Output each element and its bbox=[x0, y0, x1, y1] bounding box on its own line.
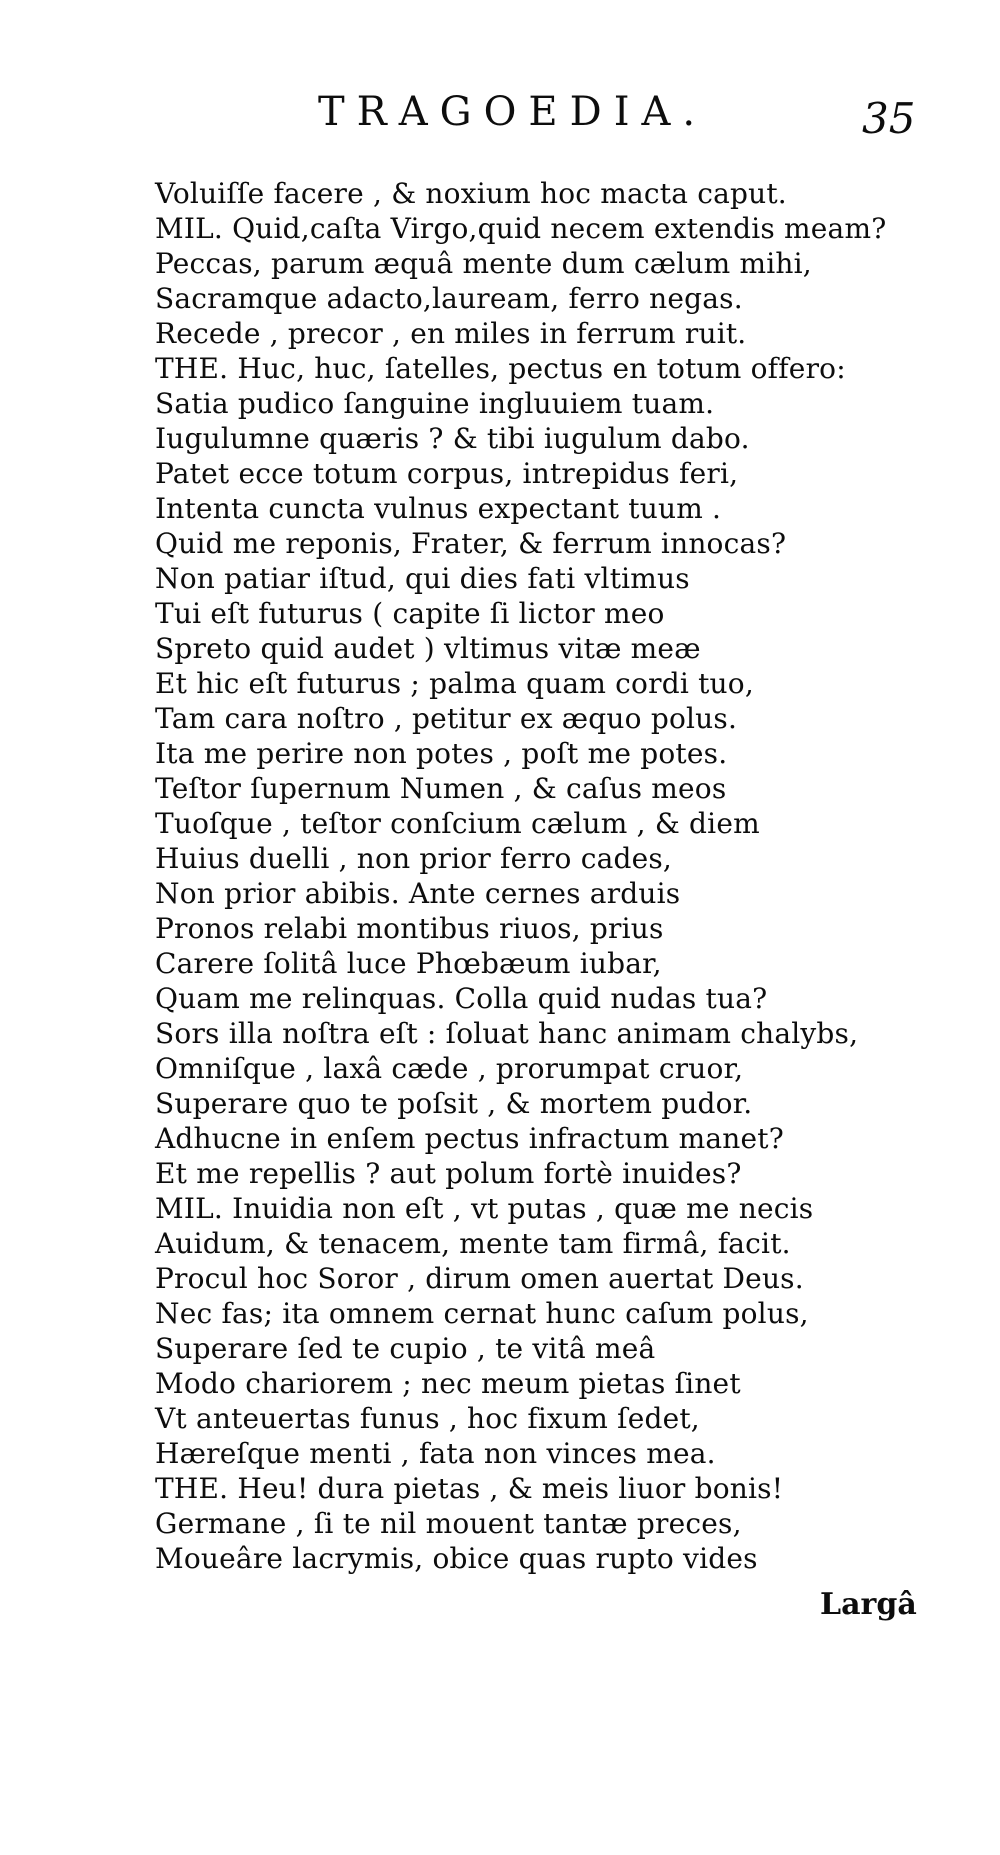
verse-line: THE. Heu! dura pietas , & meis liuor bonis! bbox=[155, 1472, 784, 1505]
verse-line: Non prior abibis. Ante cernes arduis bbox=[155, 877, 681, 910]
verse-line: Patet ecce totum corpus, intrepidus feri, bbox=[155, 457, 739, 490]
verse-line: MIL. Quid,caſta Virgo,quid necem extendis meam? bbox=[155, 212, 887, 245]
verse-line: Omniſque , laxâ cæde , prorumpat cruor, bbox=[155, 1052, 744, 1085]
verse-line: Hæreſque menti , fata non vinces mea. bbox=[155, 1437, 716, 1470]
verse-line: Peccas, parum æquâ mente dum cælum mihi, bbox=[155, 247, 812, 280]
verse-line: Adhucne in enſem pectus infractum manet? bbox=[155, 1122, 784, 1155]
verse-line: Carere ſolitâ luce Phœbæum iubar, bbox=[155, 947, 662, 980]
verse-line: Pronos relabi montibus riuos, prius bbox=[155, 912, 664, 945]
verse-line: Huius duelli , non prior ferro cades, bbox=[155, 842, 673, 875]
catchword: Largâ bbox=[820, 1587, 917, 1622]
verse-line: Superare quo te poſsit , & mortem pudor. bbox=[155, 1087, 753, 1120]
verse-line: Auidum, & tenacem, mente tam firmâ, facit. bbox=[155, 1227, 791, 1260]
verse-line: Voluiſſe facere , & noxium hoc macta caput. bbox=[155, 177, 787, 210]
running-head: TRAGOEDIA. bbox=[318, 89, 708, 135]
verse-line: THE. Huc, huc, ſatelles, pectus en totum offero: bbox=[155, 352, 846, 385]
verse-line: Tam cara noſtro , petitur ex æquo polus. bbox=[155, 702, 738, 735]
verse-line: Et hic eſt futurus ; palma quam cordi tuo, bbox=[155, 667, 754, 700]
verse-line: Procul hoc Soror , dirum omen auertat Deus. bbox=[155, 1262, 804, 1295]
verse-line: Quam me relinquas. Colla quid nudas tua? bbox=[155, 982, 768, 1015]
verse-line: Germane , ſi te nil mouent tantæ preces, bbox=[155, 1507, 742, 1540]
verse-line: Nec fas; ita omnem cernat hunc caſum polus, bbox=[155, 1297, 809, 1330]
verse-line: Intenta cuncta vulnus expectant tuum . bbox=[155, 492, 722, 525]
verse-line: Sors illa noſtra eſt : ſoluat hanc animam chalybs, bbox=[155, 1017, 859, 1050]
verse-line: Superare ſed te cupio , te vitâ meâ bbox=[155, 1332, 656, 1365]
verse-line: Modo chariorem ; nec meum pietas ſinet bbox=[155, 1367, 741, 1400]
verse-line: Tui eſt futurus ( capite ſi lictor meo bbox=[155, 597, 665, 630]
verse-line: Vt anteuertas funus , hoc fixum ſedet, bbox=[155, 1402, 700, 1435]
verse-line: Non patiar iſtud, qui dies fati vltimus bbox=[155, 562, 690, 595]
verse-line: Quid me reponis, Frater, & ferrum innocas? bbox=[155, 527, 787, 560]
verse-text-block bbox=[155, 176, 935, 1576]
verse-line: MIL. Inuidia non eſt , vt putas , quæ me necis bbox=[155, 1192, 814, 1225]
verse-line: Spreto quid audet ) vltimus vitæ meæ bbox=[155, 632, 701, 665]
verse-line: Ita me perire non potes , poſt me potes. bbox=[155, 737, 728, 770]
verse-line: Satia pudico ſanguine ingluuiem tuam. bbox=[155, 387, 715, 420]
page-number: 35 bbox=[862, 94, 916, 143]
verse-line: Et me repellis ? aut polum fortè inuides? bbox=[155, 1157, 742, 1190]
verse-line: Iugulumne quæris ? & tibi iugulum dabo. bbox=[155, 422, 750, 455]
verse-line: Tuoſque , teſtor conſcium cælum , & diem bbox=[155, 807, 760, 840]
verse-line: Teſtor ſupernum Numen , & caſus meos bbox=[155, 772, 727, 805]
verse-line: Recede , precor , en miles in ferrum ruit. bbox=[155, 317, 747, 350]
verse-line: Moueâre lacrymis, obice quas rupto vides bbox=[155, 1542, 758, 1575]
verse-line: Sacramque adacto,lauream, ferro negas. bbox=[155, 282, 743, 315]
